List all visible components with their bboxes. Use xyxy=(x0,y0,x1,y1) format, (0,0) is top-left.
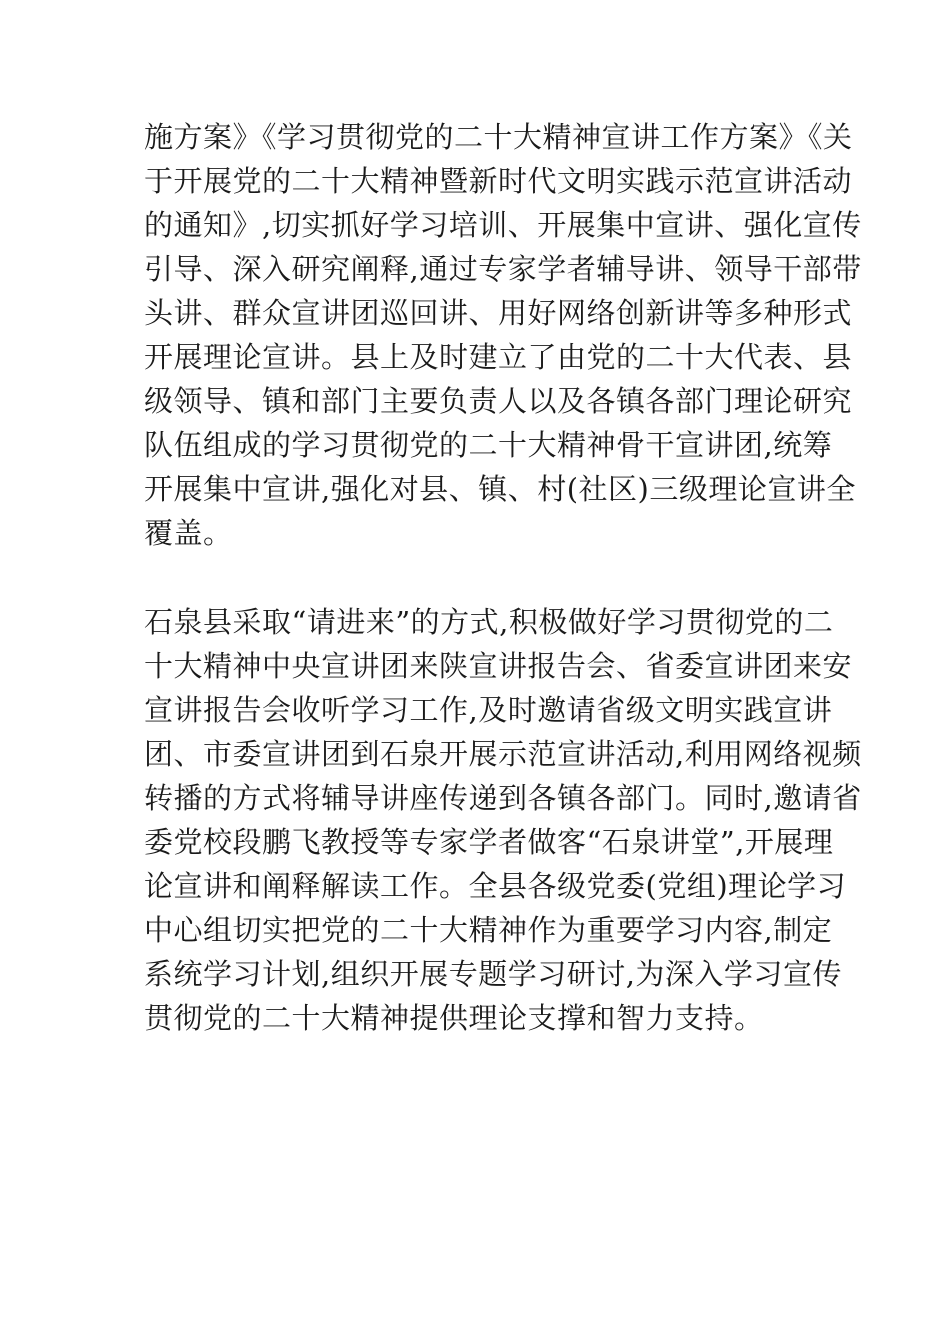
text-line: 贯彻党的二十大精神提供理论支撑和智力支持。 xyxy=(144,1001,764,1035)
text-line: 开展理论宣讲。县上及时建立了由党的二十大代表、县 xyxy=(144,340,853,374)
text-line: 转播的方式将辅导讲座传递到各镇各部门。同时,邀请省 xyxy=(144,781,862,815)
text-line: 队伍组成的学习贯彻党的二十大精神骨干宣讲团,统筹 xyxy=(144,428,833,462)
text-line: 施方案》《学习贯彻党的二十大精神宣讲工作方案》《关 xyxy=(144,120,853,154)
text-line: 覆盖。 xyxy=(144,516,233,550)
text-line: 级领导、镇和部门主要负责人以及各镇各部门理论研究 xyxy=(144,384,853,418)
text-line: 的通知》,切实抓好学习培训、开展集中宣讲、强化宣传 xyxy=(144,208,862,242)
text-line: 于开展党的二十大精神暨新时代文明实践示范宣讲活动 xyxy=(144,164,853,198)
text-line: 团、市委宣讲团到石泉开展示范宣讲活动,利用网络视频 xyxy=(144,737,862,771)
text-line: 宣讲报告会收听学习工作,及时邀请省级文明实践宣讲 xyxy=(144,693,833,727)
text-line: 系统学习计划,组织开展专题学习研讨,为深入学习宣传 xyxy=(144,957,842,991)
paragraph-1 xyxy=(144,115,862,555)
paragraph-2 xyxy=(144,600,862,1040)
text-line: 开展集中宣讲,强化对县、镇、村(社区)三级理论宣讲全 xyxy=(144,472,856,506)
text-line: 中心组切实把党的二十大精神作为重要学习内容,制定 xyxy=(144,913,833,947)
text-line: 论宣讲和阐释解读工作。全县各级党委(党组)理论学习 xyxy=(144,869,847,903)
text-line: 十大精神中央宣讲团来陕宣讲报告会、省委宣讲团来安 xyxy=(144,649,853,683)
text-line: 委党校段鹏飞教授等专家学者做客“石泉讲堂”,开展理 xyxy=(144,825,834,859)
text-line: 石泉县采取“请进来”的方式,积极做好学习贯彻党的二 xyxy=(144,605,834,639)
text-line: 头讲、群众宣讲团巡回讲、用好网络创新讲等多种形式 xyxy=(144,296,853,330)
text-line: 引导、深入研究阐释,通过专家学者辅导讲、领导干部带 xyxy=(144,252,862,286)
